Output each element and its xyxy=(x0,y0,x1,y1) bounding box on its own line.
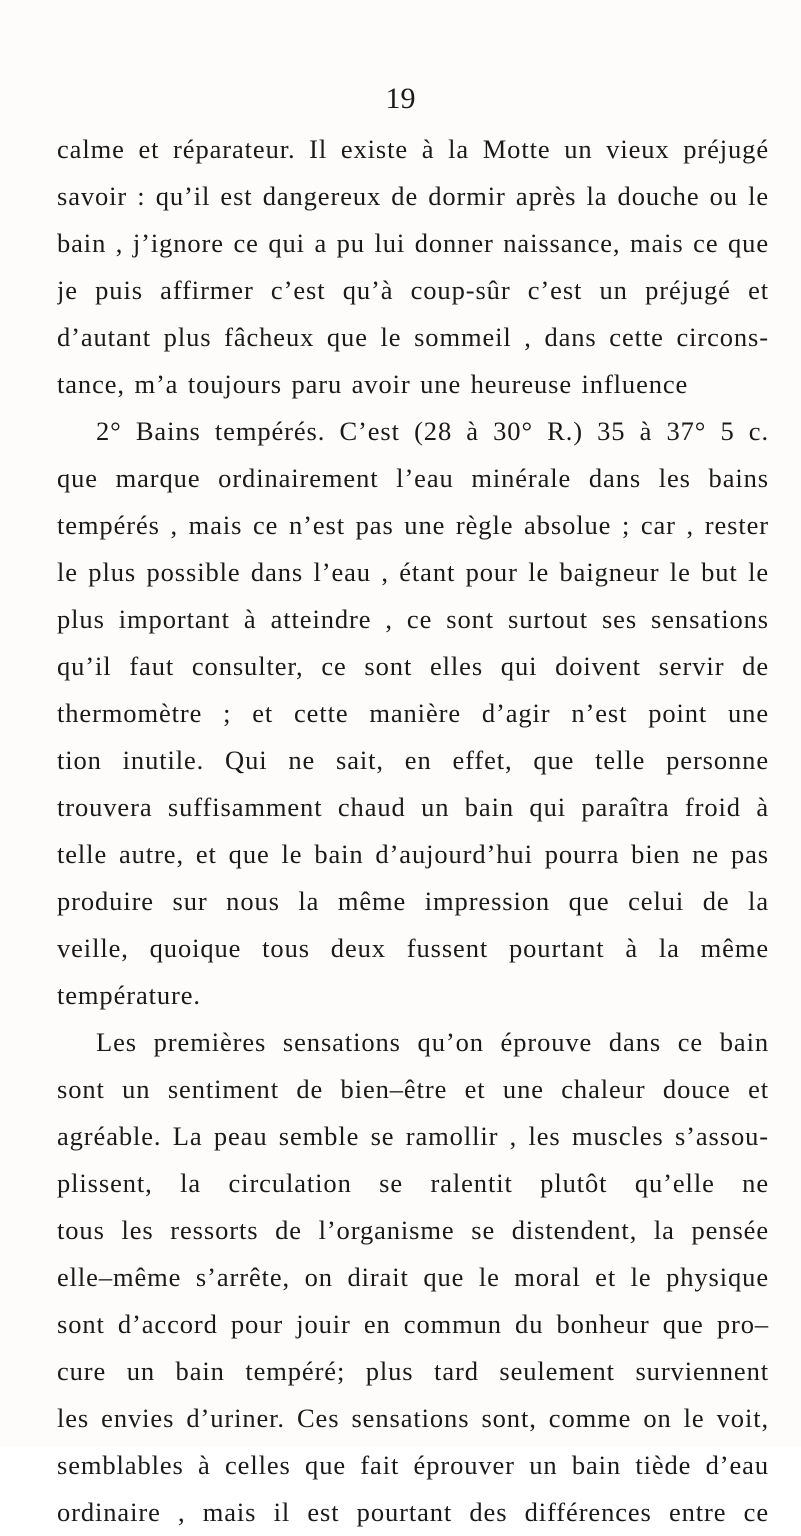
text-line: plus important à atteindre , ce sont surtout ses sensations xyxy=(57,604,769,634)
body-text xyxy=(57,126,769,1536)
text-line: elle–même s’arrête, on dirait que le moral et le physique xyxy=(57,1262,769,1292)
text-line: tance, m’a toujours paru avoir une heureuse influence xyxy=(57,369,689,399)
text-line: calme et réparateur. Il existe à la Motte un vieux préjugé xyxy=(57,134,769,164)
text-line: trouvera suffisamment chaud un bain qui paraîtra froid à xyxy=(57,792,769,822)
text-line: sont un sentiment de bien–être et une chaleur douce et xyxy=(57,1074,769,1104)
text-line: tion inutile. Qui ne sait, en effet, que telle personne xyxy=(57,745,769,775)
text-line: je puis affirmer c’est qu’à coup-sûr c’est un préjugé et xyxy=(57,275,769,305)
text-line: agréable. La peau semble se ramollir , les muscles s’assou- xyxy=(57,1121,769,1151)
text-line: Les premières sensations qu’on éprouve dans ce bain xyxy=(96,1027,769,1057)
text-line: le plus possible dans l’eau , étant pour le baigneur le but le xyxy=(57,557,769,587)
text-line: savoir : qu’il est dangereux de dormir après la douche ou le xyxy=(57,181,769,211)
text-line: qu’il faut consulter, ce sont elles qui doivent servir de xyxy=(57,651,769,681)
page-number: 19 xyxy=(385,82,416,115)
text-line: sont d’accord pour jouir en commun du bonheur que pro– xyxy=(57,1309,769,1339)
text-line: bain , j’ignore ce qui a pu lui donner naissance, mais ce que xyxy=(57,228,769,258)
text-line: 2° Bains tempérés. C’est (28 à 30° R.) 35 à 37° 5 c. xyxy=(96,416,769,446)
text-line: semblables à celles que fait éprouver un bain tiède d’eau xyxy=(57,1450,769,1480)
text-line: que marque ordinairement l’eau minérale dans les bains xyxy=(57,463,769,493)
text-line: produire sur nous la même impression que celui de la xyxy=(57,886,769,916)
text-line: d’autant plus fâcheux que le sommeil , dans cette circons- xyxy=(57,322,769,352)
text-line: ordinaire , mais il est pourtant des différences entre ce xyxy=(57,1497,769,1527)
text-line: plissent, la circulation se ralentit plutôt qu’elle ne xyxy=(57,1168,769,1198)
text-line: tempérés , mais ce n’est pas une règle absolue ; car , rester xyxy=(57,510,769,540)
text-line: veille, quoique tous deux fussent pourtant à la même xyxy=(57,933,769,963)
text-line: thermomètre ; et cette manière d’agir n’est point une xyxy=(57,698,769,728)
text-line: les envies d’uriner. Ces sensations sont, comme on le voit, xyxy=(57,1403,769,1433)
text-line: tous les ressorts de l’organisme se distendent, la pensée xyxy=(57,1215,769,1245)
text-line: cure un bain tempéré; plus tard seulement surviennent xyxy=(57,1356,769,1386)
text-line: telle autre, et que le bain d’aujourd’hui pourra bien ne pas xyxy=(57,839,769,869)
text-line: température. xyxy=(57,980,201,1010)
